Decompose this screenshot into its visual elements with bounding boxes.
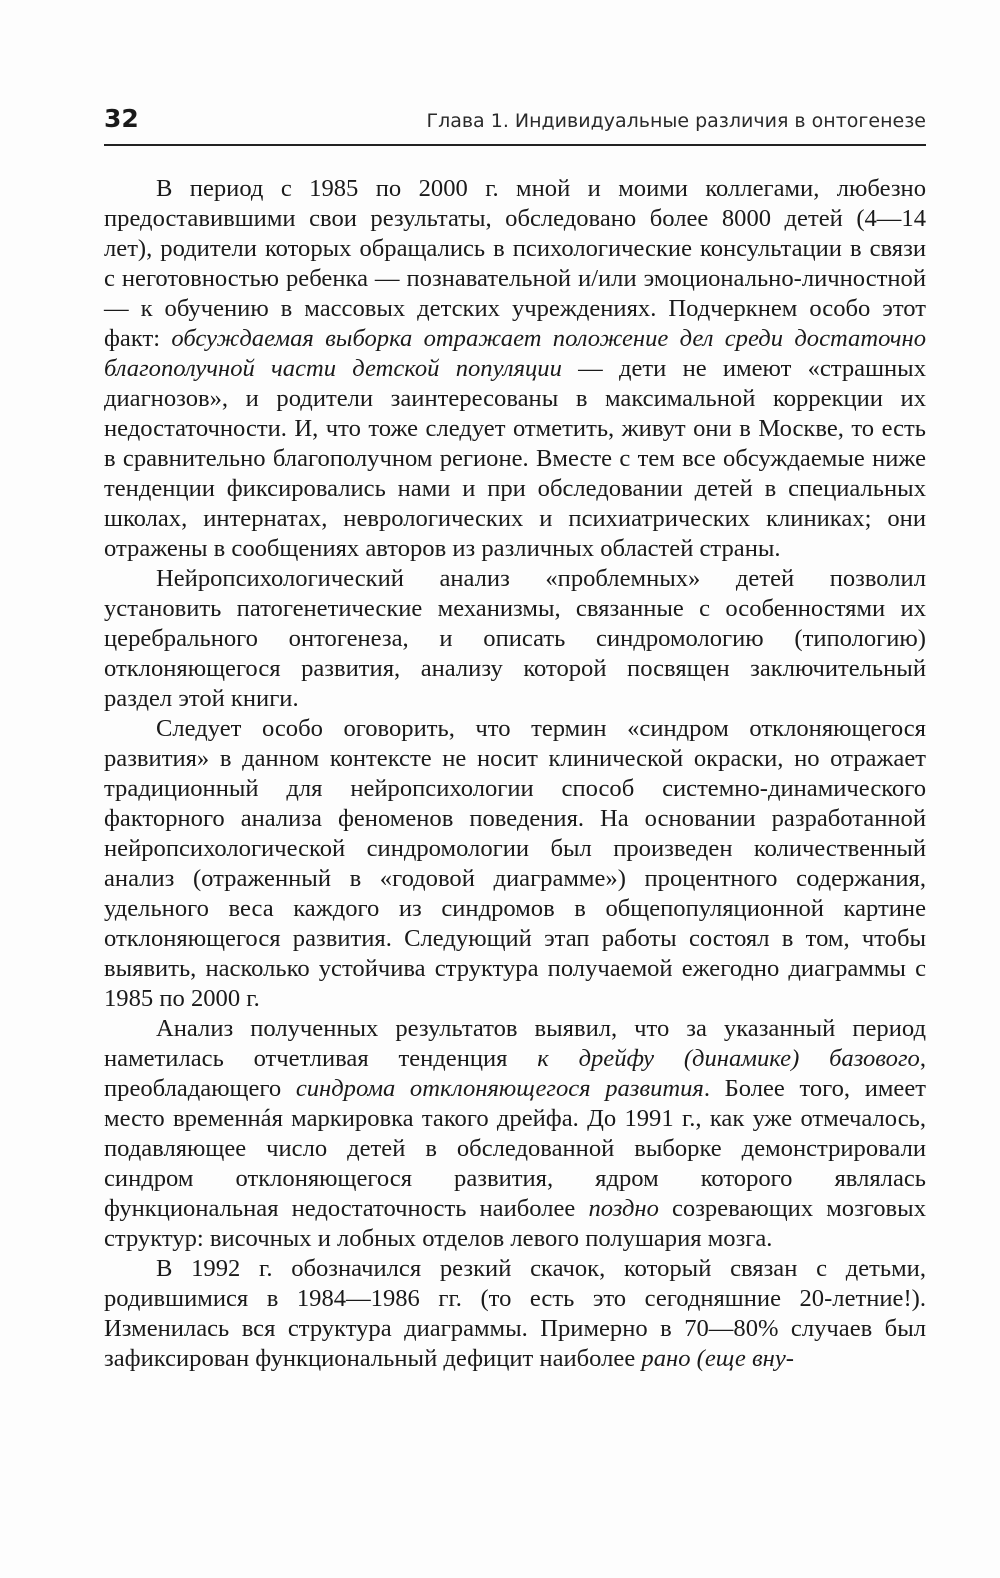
page-number: 32 (104, 104, 139, 133)
page-body (104, 174, 926, 1374)
page-header (104, 100, 926, 146)
text-segment: . Более того, имеет место временнáя маркировка такого дрейфа. До 1991 г., как уже отмечалось, подавляющее число детей в обследованной выборке демонстрировали синдром отклоняющегося развития, ядром которого являлась функциональная недостаточность наиболее (104, 1075, 926, 1222)
italic-segment: рано (еще вну- (641, 1345, 794, 1372)
italic-segment: поздно (588, 1195, 659, 1222)
italic-segment: к дрейфу (динамике) базового (537, 1045, 920, 1072)
text-segment: Следует особо оговорить, что термин «синдром отклоняющегося развития» в данном контексте не носит клинической окраски, но отражает традиционный для нейропсихологии способ системно-динамического факторного анализа феноменов поведения. На основании разработанной нейропсихологической синдромологии был произведен количественный анализ (отраженный в «годовой диаграмме») процентного содержания, удельного веса каждого из синдромов в общепопуляционной картине отклоняющегося развития. Следующий этап работы состоял в том, чтобы выявить, насколько устойчива структура получаемой ежегодно диаграммы с 1985 по 2000 г. (104, 715, 926, 1012)
text-segment: созревающих мозговых структур: височных и лобных отделов левого полушария мозга. (104, 1195, 926, 1252)
text-segment: В 1992 г. обозначился резкий скачок, который связан с детьми, родившимися в 1984—1986 гг. (то есть это сегодняшние 20-летние!). Изменилась вся структура диаграммы. Примерно в 70—80% случаев был зафиксирован функциональный дефицит наиболее (104, 1255, 926, 1372)
text-segment: — дети не имеют «страшных диагнозов», и родители заинтересованы в максимальной коррекции их недостаточности. И, что тоже следует отметить, живут они в Москве, то есть в сравнительно благополучном регионе. Вместе с тем все обсуждаемые ниже тенденции фиксировались нами и при обследовании детей в специальных школах, интернатах, неврологических и психиатрических клиниках; они отражены в сообщениях авторов из различных областей страны. (104, 355, 926, 562)
paragraph (104, 1254, 926, 1374)
italic-segment: обсуждаемая выборка отражает положение дел среди достаточно благополучной части детской популяции (104, 325, 926, 382)
text-segment: Нейропсихологический анализ «проблемных» детей позволил установить патогенетические механизмы, связанные с особенностями их церебрального онтогенеза, и описать синдромологию (типологию) отклоняющегося развития, анализу которой посвящен заключительный раздел этой книги. (104, 565, 926, 712)
paragraph (104, 1014, 926, 1254)
paragraph (104, 564, 926, 714)
text-segment: Анализ полученных результатов выявил, что за указанный период наметилась отчетливая тенденция (104, 1015, 926, 1072)
text-segment: , преобладающего (104, 1045, 926, 1102)
italic-segment: синдрома отклоняющегося развития (295, 1075, 704, 1102)
text-segment: В период с 1985 по 2000 г. мной и моими коллегами, любезно предоставившими свои результаты, обследовано более 8000 детей (4—14 лет), родители которых обращались в психологические консультации в связи с неготовностью ребенка — познавательной и/или эмоционально-личностной — к обучению в массовых детских учреждениях. Подчеркнем особо этот факт: (104, 175, 926, 352)
paragraph (104, 714, 926, 1014)
running-title: Глава 1. Индивидуальные различия в онтогенезе (426, 110, 926, 132)
paragraph (104, 174, 926, 564)
